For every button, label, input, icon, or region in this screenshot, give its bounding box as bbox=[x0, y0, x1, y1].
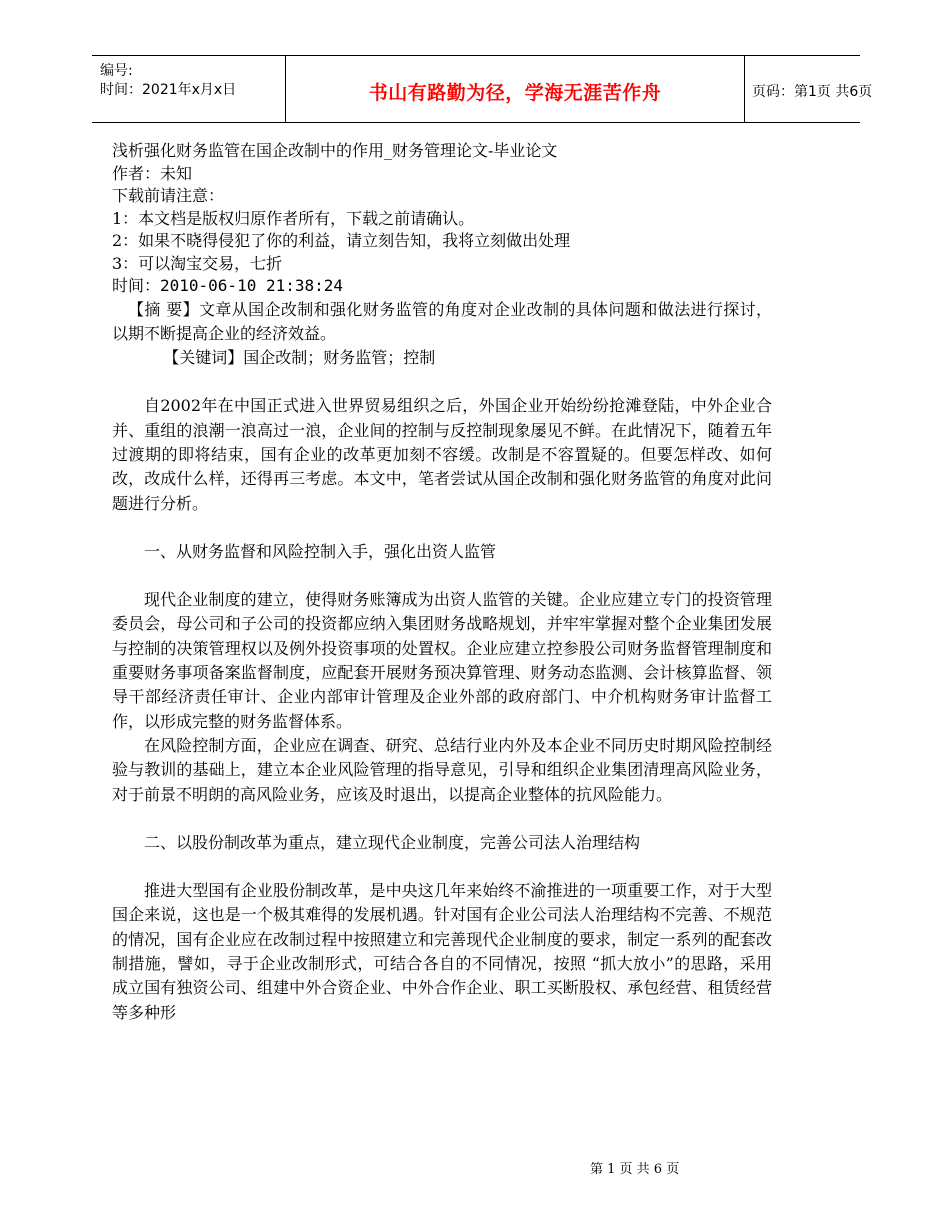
time-label: 时间：2021年x月x日 bbox=[100, 82, 237, 98]
intro-paragraph: 自2002年在中国正式进入世界贸易组织之后，外国企业开始纷纷抢滩登陆，中外企业合并、重组的浪潮一浪高过一浪，企业间的控制与反控制现象屡见不鲜。在此情况下，随着五年过渡期的即将结束，国有企业的改革更加刻不容缓。改制是不容置疑的。但要怎样改、如何改，改成什么样，还得再三考虑。本文中，笔者尝试从国企改制和强化财务监管的角度对此问题进行分析。 bbox=[112, 396, 772, 513]
motto-text: 书山有路勤为径，学海无涯苦作舟 bbox=[368, 82, 662, 104]
notice-item: 2：如果不晓得侵犯了你的利益，请立刻告知，我将立刻做出处理 bbox=[112, 231, 571, 250]
section-2-paragraph-1: 推进大型国有企业股份制改革，是中央这几年来始终不渝推进的一项重要工作，对于大型国企来说，这也是一个极其难得的发展机遇。针对国有企业公司法人治理结构不完善、不规范的情况，国有企业应在改制过程中按照建立和完善现代企业制度的要求，制定一系列的配套改制措施，譬如，寻于企业改制形式，可结合各自的不同情况，按照 “抓大放小”的思路，采用成立国有独资公司、组建中外合资企业、中外合作企业、职工买断股权、承包经营、租赁经营等多种形 bbox=[112, 881, 772, 1022]
notice-item: 1：本文档是版权归原作者所有，下载之前请确认。 bbox=[112, 208, 475, 228]
document-title: 浅析强化财务监管在国企改制中的作用_财务管理论文-毕业论文 bbox=[112, 141, 558, 160]
header-right-cell bbox=[744, 56, 873, 122]
page-info: 页码：第1页 共6页 bbox=[752, 84, 873, 100]
notice-item: 3：可以淘宝交易，七折 bbox=[112, 253, 283, 273]
keywords: 【关键词】国企改制；财务监管；控制 bbox=[163, 348, 436, 368]
document-body bbox=[112, 140, 772, 1025]
section-2-heading: 二、以股份制改革为重点，建立现代企业制度，完善公司法人治理结构 bbox=[144, 832, 641, 852]
author-line: 作者：未知 bbox=[112, 163, 193, 183]
section-1-paragraph-1: 现代企业制度的建立，使得财务账簿成为出资人监管的关键。企业应建立专门的投资管理委员会，母公司和子公司的投资都应纳入集团财务战略规划，并牢牢掌握对整个企业集团发展与控制的决策管理权以及例外投资事项的处置权。企业应建立控参股公司财务监督管理制度和重要财务事项备案监督制度，应配套开展财务预决算管理、财务动态监测、会计核算监督、领导干部经济责任审计、企业内部审计管理及企业外部的政府部门、中介机构财务审计监督工作，以形成完整的财务监督体系。 bbox=[112, 590, 772, 731]
section-1-heading: 一、从财务监督和风险控制入手，强化出资人监管 bbox=[144, 541, 497, 561]
page-footer: 第 1 页 共 6 页 bbox=[590, 1162, 680, 1177]
header-motto-cell bbox=[285, 56, 745, 122]
header-left-cell bbox=[92, 56, 285, 122]
number-label: 编号: bbox=[100, 63, 133, 79]
publish-time: 时间：2010-06-10 21:38:24 bbox=[112, 276, 344, 295]
section-1-paragraph-2: 在风险控制方面，企业应在调查、研究、总结行业内外及本企业不同历史时期风险控制经验与教训的基础上，建立本企业风险管理的指导意见，引导和组织企业集团清理高风险业务，对于前景不明朗的高风险业务，应该及时退出，以提高企业整体的抗风险能力。 bbox=[112, 735, 772, 804]
abstract: 【摘 要】文章从国企改制和强化财务监管的角度对企业改制的具体问题和做法进行探讨，以期不断提高企业的经济效益。 bbox=[112, 299, 772, 343]
page-header bbox=[92, 55, 873, 123]
notice-heading: 下载前请注意： bbox=[112, 186, 225, 205]
